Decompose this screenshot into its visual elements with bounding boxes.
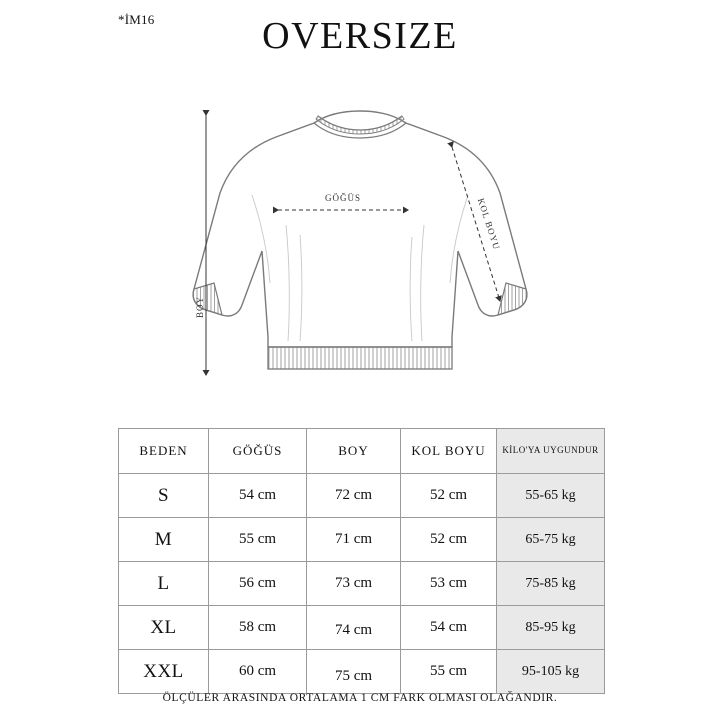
page-title: OVERSIZE <box>262 15 458 57</box>
cell-kol-boyu: 53 cm <box>401 562 497 606</box>
column-header-kilo: KİLO'YA UYGUNDUR <box>497 429 605 474</box>
cell-beden: XXL <box>119 650 209 694</box>
cell-gogus: 54 cm <box>209 474 307 518</box>
table-row <box>119 650 605 694</box>
table-row <box>119 606 605 650</box>
cell-beden: XL <box>119 606 209 650</box>
cell-beden: M <box>119 518 209 562</box>
cell-kol-boyu: 55 cm <box>401 650 497 694</box>
cell-kilo: 55-65 kg <box>497 474 605 518</box>
cell-kilo: 65-75 kg <box>497 518 605 562</box>
cell-boy: 71 cm <box>307 518 401 562</box>
cell-kol-boyu: 52 cm <box>401 518 497 562</box>
length-measure-label: BOY <box>195 295 205 319</box>
size-table-body <box>119 474 605 694</box>
cell-beden: L <box>119 562 209 606</box>
cell-kol-boyu: 54 cm <box>401 606 497 650</box>
cell-boy: 74 cm <box>307 609 401 653</box>
size-table <box>118 428 605 694</box>
cell-boy: 75 cm <box>307 655 401 699</box>
column-header-kol-boyu: KOL BOYU <box>401 429 497 474</box>
column-header-gogus: GÖĞÜS <box>209 429 307 474</box>
table-row <box>119 562 605 606</box>
chest-measure-label: GÖĞÜS <box>324 193 362 203</box>
cell-kilo: 95-105 kg <box>497 650 605 694</box>
cell-gogus: 60 cm <box>209 650 307 694</box>
cell-kilo: 85-95 kg <box>497 606 605 650</box>
cell-boy: 73 cm <box>307 562 401 606</box>
cell-beden: S <box>119 474 209 518</box>
waistband-rib <box>268 347 452 369</box>
column-header-boy: BOY <box>307 429 401 474</box>
cell-kol-boyu: 52 cm <box>401 474 497 518</box>
product-code-label: *İM16 <box>118 12 155 27</box>
garment-illustration <box>0 75 720 405</box>
column-header-beden: BEDEN <box>119 429 209 474</box>
cell-gogus: 55 cm <box>209 518 307 562</box>
size-table-header <box>119 429 605 474</box>
cell-gogus: 58 cm <box>209 606 307 650</box>
sweatshirt-outline <box>193 111 527 347</box>
sleeve-measure-label: KOL BOYU <box>475 196 502 252</box>
cell-boy: 72 cm <box>307 474 401 518</box>
table-row <box>119 474 605 518</box>
table-header-row <box>119 429 605 474</box>
measurement-note: ÖLÇÜLER ARASINDA ORTALAMA 1 CM FARK OLMASI OLAĞANDIR. <box>162 692 558 704</box>
cell-kilo: 75-85 kg <box>497 562 605 606</box>
cell-gogus: 56 cm <box>209 562 307 606</box>
table-row <box>119 518 605 562</box>
